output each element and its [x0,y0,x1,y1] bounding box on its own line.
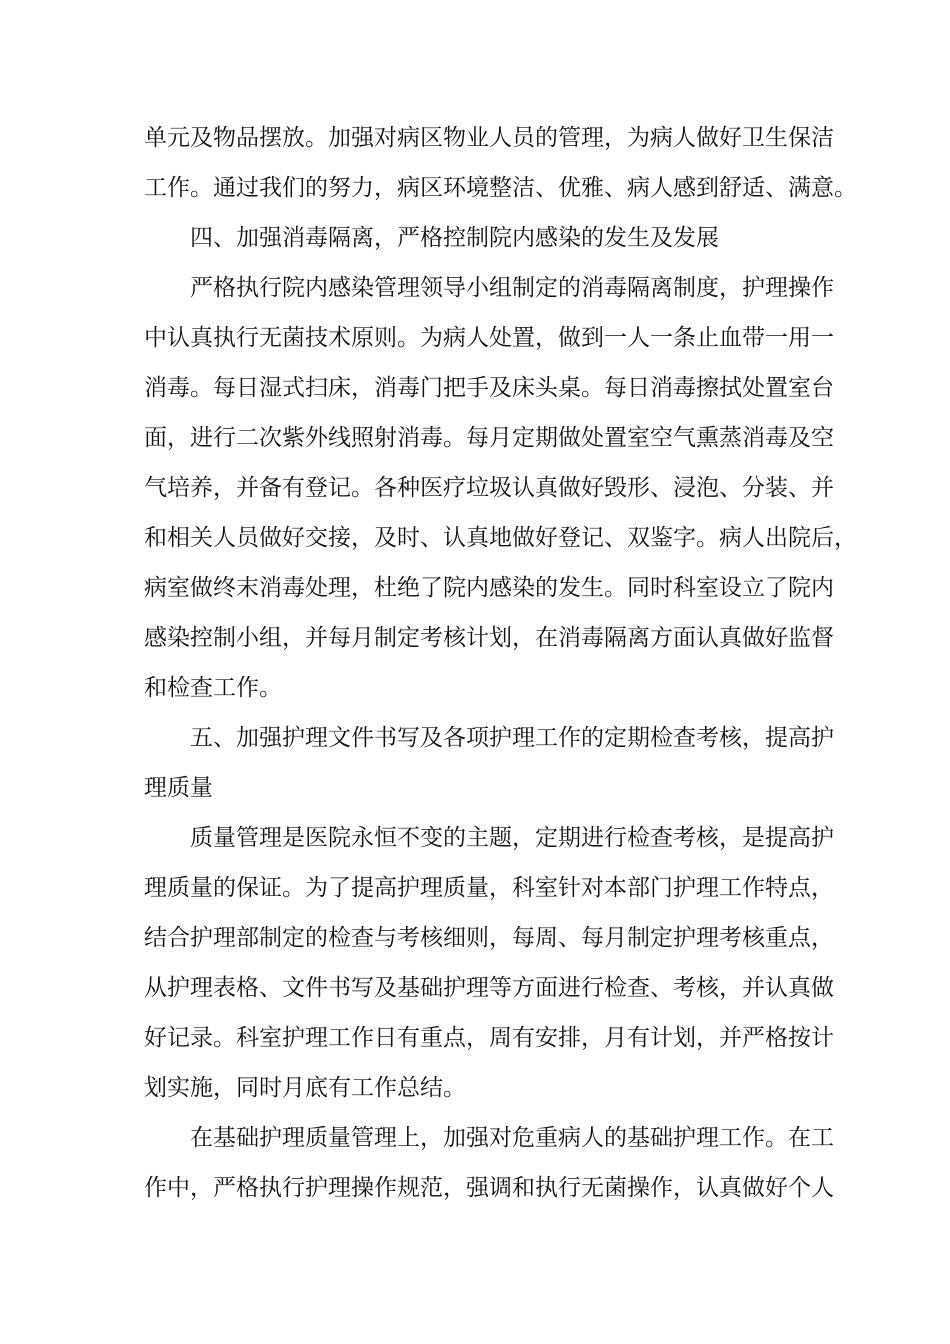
text-line: 感染控制小组，并每月制定考核计划，在消毒隔离方面认真做好监督 [144,625,834,651]
text-line: 划实施，同时月底有工作总结。 [144,1075,466,1101]
text-line: 结合护理部制定的检查与考核细则，每周、每月制定护理考核重点， [144,925,834,951]
text-line: 从护理表格、文件书写及基础护理等方面进行检查、考核，并认真做 [144,975,834,1001]
text-line: 消毒。每日湿式扫床，消毒门把手及床头桌。每日消毒擦拭处置室台 [144,375,834,401]
text-line: 质量管理是医院永恒不变的主题，定期进行检查考核，是提高护 [190,825,834,851]
document-page [144,113,857,1213]
text-line: 和检查工作。 [144,675,282,701]
text-line: 严格执行院内感染管理领导小组制定的消毒隔离制度，护理操作 [190,275,834,301]
text-line: 在基础护理质量管理上，加强对危重病人的基础护理工作。在工 [190,1125,834,1151]
text-line: 好记录。科室护理工作日有重点，周有安排，月有计划，并严格按计 [144,1025,834,1051]
text-line: 单元及物品摆放。加强对病区物业人员的管理，为病人做好卫生保洁 [144,125,834,151]
text-line: 理质量的保证。为了提高护理质量，科室针对本部门护理工作特点， [144,875,834,901]
text-line: 和相关人员做好交接，及时、认真地做好登记、双鉴字。病人出院后， [144,525,857,551]
text-line: 面，进行二次紫外线照射消毒。每月定期做处置室空气熏蒸消毒及空 [144,425,834,451]
text-line: 气培养，并备有登记。各种医疗垃圾认真做好毁形、浸泡、分装、并 [144,475,834,501]
text-line: 病室做终末消毒处理，杜绝了院内感染的发生。同时科室设立了院内 [144,575,834,601]
text-line: 中认真执行无菌技术原则。为病人处置，做到一人一条止血带一用一 [144,325,834,351]
text-line: 作中，严格执行护理操作规范，强调和执行无菌操作，认真做好个人 [144,1175,834,1201]
text-line: 工作。通过我们的努力，病区环境整洁、优雅、病人感到舒适、满意。 [144,175,857,201]
section-heading-continued: 理质量 [144,775,213,801]
section-heading: 四、加强消毒隔离，严格控制院内感染的发生及发展 [190,225,719,251]
section-heading: 五、加强护理文件书写及各项护理工作的定期检查考核，提高护 [190,725,834,751]
